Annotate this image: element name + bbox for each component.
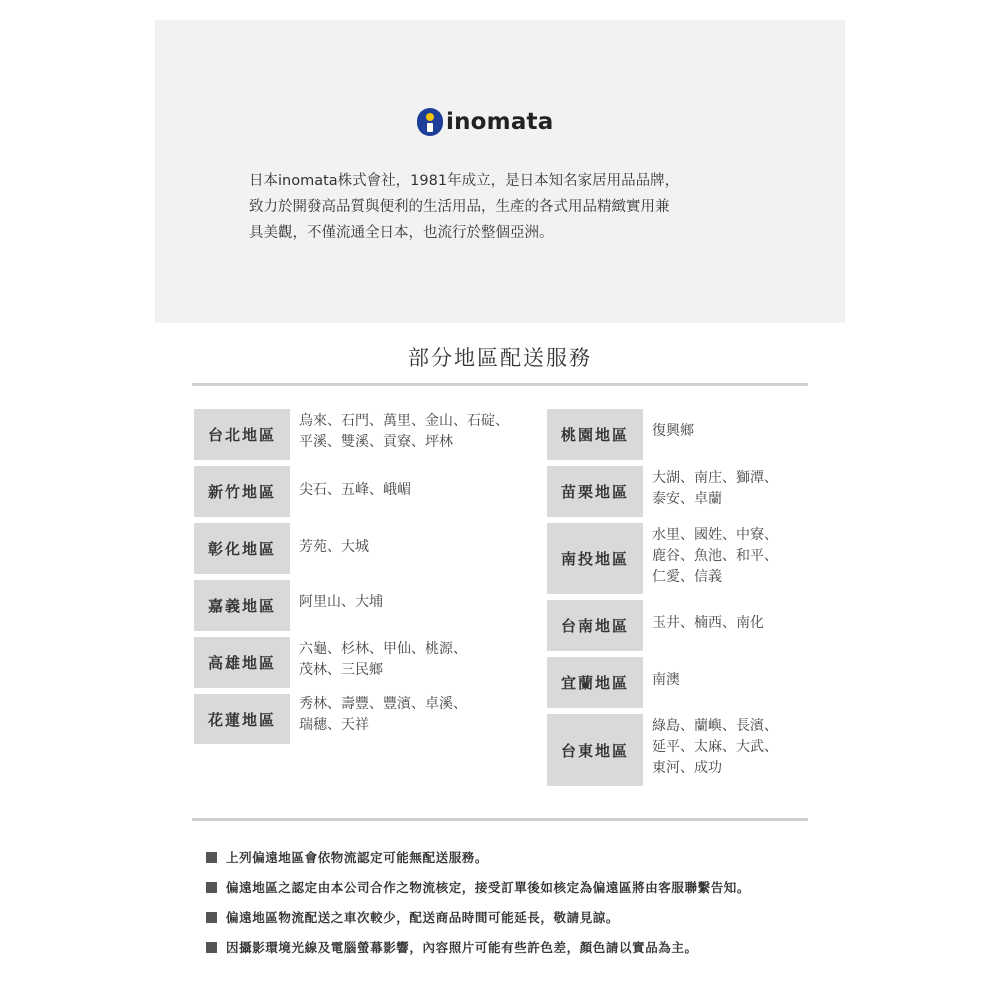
logo-text: inomata: [446, 109, 554, 135]
region-areas: [643, 714, 778, 786]
region-areas: [290, 580, 383, 631]
area-line: 東河、成功: [652, 760, 722, 776]
region-label: 南投地區: [547, 523, 643, 594]
area-line: 瑞穗、天祥: [299, 717, 369, 733]
region-areas: [643, 600, 764, 651]
area-line: 烏來、石門、萬里、金山、石碇、: [299, 413, 509, 429]
note-text: 偏遠地區物流配送之車次較少，配送商品時間可能延長，敬請見諒。: [226, 910, 620, 925]
area-line: 尖石、五峰、峨嵋: [299, 482, 411, 498]
area-line: 茂林、三民鄉: [299, 662, 383, 678]
area-line: 綠島、蘭嶼、長濱、: [652, 718, 778, 734]
region-row-changhua: [194, 523, 369, 574]
divider-bottom: [192, 818, 808, 821]
region-areas: [643, 523, 778, 594]
region-areas: [290, 466, 411, 517]
region-label: 台東地區: [547, 714, 643, 786]
region-label: 宜蘭地區: [547, 657, 643, 708]
region-areas: [290, 409, 509, 460]
square-bullet-icon: [206, 912, 217, 923]
section-title: 部分地區配送服務: [408, 346, 592, 370]
note-item: [206, 902, 750, 932]
region-label: 苗栗地區: [547, 466, 643, 517]
region-label: 新竹地區: [194, 466, 290, 517]
note-item: [206, 932, 750, 962]
region-row-taitung: [547, 714, 778, 786]
inomata-logo: [417, 108, 553, 136]
region-row-taoyuan: [547, 409, 694, 460]
note-text: 上列偏遠地區會依物流認定可能無配送服務。: [226, 850, 489, 865]
area-line: 秀林、壽豐、豐濱、卓溪、: [299, 696, 467, 712]
region-areas: [290, 523, 369, 574]
area-line: 鹿谷、魚池、和平、: [652, 548, 778, 564]
area-line: 泰安、卓蘭: [652, 491, 722, 507]
region-areas: [290, 694, 467, 744]
square-bullet-icon: [206, 942, 217, 953]
region-areas: [290, 637, 467, 688]
note-item: [206, 842, 750, 872]
region-row-miaoli: [547, 466, 778, 517]
inomata-logo-icon: [417, 108, 443, 136]
region-row-yilan: [547, 657, 680, 708]
area-line: 平溪、雙溪、貢寮、坪林: [299, 434, 453, 450]
region-label: 台南地區: [547, 600, 643, 651]
region-label: 高雄地區: [194, 637, 290, 688]
region-areas: [643, 409, 694, 460]
note-item: [206, 872, 750, 902]
note-text: 因攝影環境光線及電腦螢幕影響，內容照片可能有些許色差，顏色請以實品為主。: [226, 940, 698, 955]
area-line: 玉井、楠西、南化: [652, 615, 764, 631]
area-line: 水里、國姓、中寮、: [652, 527, 778, 543]
region-label: 台北地區: [194, 409, 290, 460]
area-line: 芳苑、大城: [299, 539, 369, 555]
note-text: 偏遠地區之認定由本公司合作之物流核定，接受訂單後如核定為偏遠區將由客服聯繫告知。: [226, 880, 751, 895]
region-row-chiayi: [194, 580, 383, 631]
region-label: 彰化地區: [194, 523, 290, 574]
intro-line: 具美觀，不僅流通全日本，也流行於整個亞洲。: [249, 225, 554, 241]
square-bullet-icon: [206, 852, 217, 863]
area-line: 仁愛、信義: [652, 569, 722, 585]
notes-list: [206, 842, 750, 962]
region-label: 桃園地區: [547, 409, 643, 460]
brand-intro: [249, 168, 769, 246]
region-areas: [643, 657, 680, 708]
region-label: 花蓮地區: [194, 694, 290, 744]
region-row-taipei: [194, 409, 509, 460]
area-line: 六龜、杉林、甲仙、桃源、: [299, 641, 467, 657]
area-line: 大湖、南庄、獅潭、: [652, 470, 778, 486]
intro-line: 日本inomata株式會社，1981年成立，是日本知名家居用品品牌，: [249, 173, 680, 189]
region-row-nantou: [547, 523, 778, 594]
intro-line: 致力於開發高品質與便利的生活用品，生產的各式用品精緻實用兼: [249, 199, 670, 215]
region-areas: [643, 466, 778, 517]
area-line: 延平、太麻、大武、: [652, 739, 778, 755]
region-row-hualien: [194, 694, 467, 744]
region-row-tainan: [547, 600, 764, 651]
area-line: 南澳: [652, 672, 680, 688]
square-bullet-icon: [206, 882, 217, 893]
area-line: 復興鄉: [652, 423, 694, 439]
region-row-hsinchu: [194, 466, 411, 517]
region-row-kaohsiung: [194, 637, 467, 688]
area-line: 阿里山、大埔: [299, 594, 383, 610]
brand-panel: [155, 20, 845, 323]
region-label: 嘉義地區: [194, 580, 290, 631]
divider-top: [192, 383, 808, 386]
